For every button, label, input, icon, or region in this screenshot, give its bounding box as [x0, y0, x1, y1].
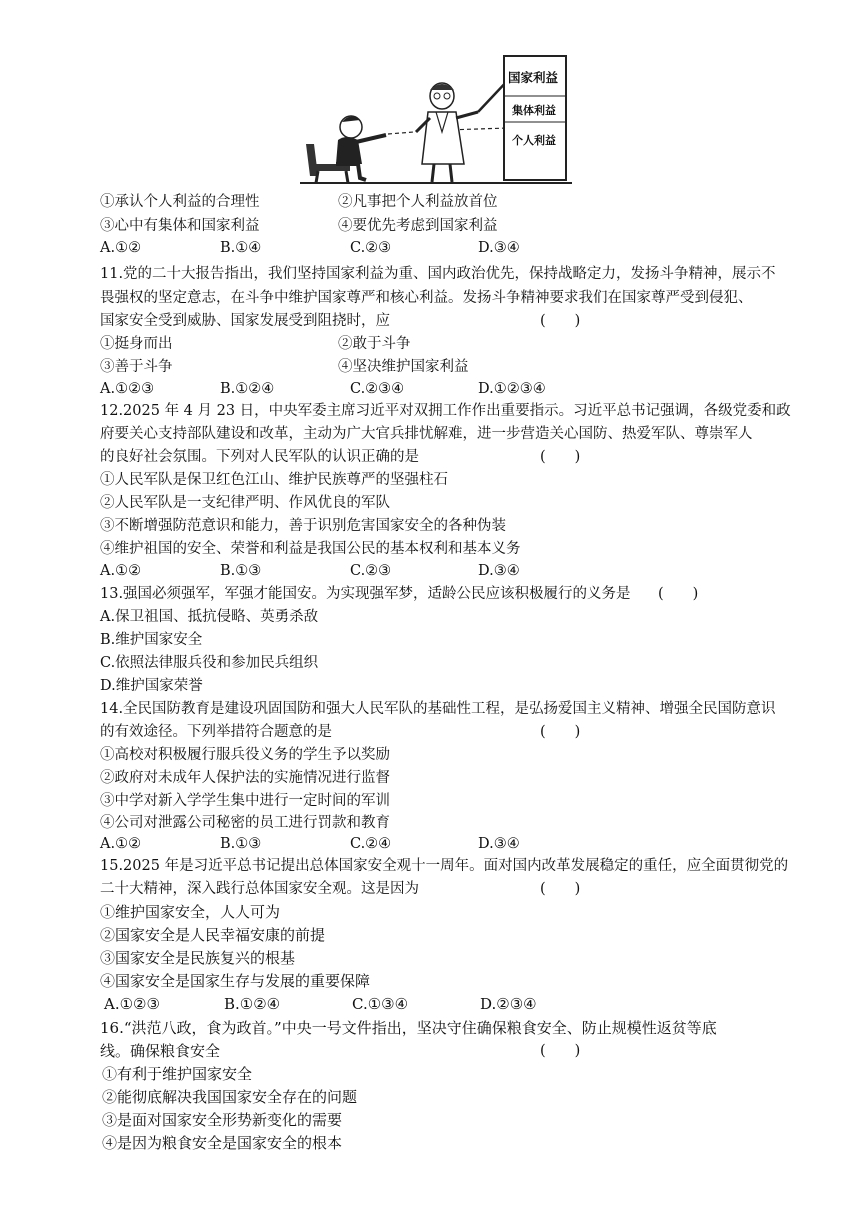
- q15-answers: [104, 994, 804, 1014]
- q12-option-3: ③不断增强防范意识和能力，善于识别危害国家安全的各种伪装: [100, 518, 506, 534]
- q14-option-3: ③中学对新入学学生集中进行一定时间的军训: [100, 793, 390, 809]
- q16-stem-line1: 16.“洪范八政，食为政首。”中央一号文件指出，坚决守住确保粮食安全、防止规模性返贫等底: [100, 1019, 717, 1037]
- q13-answer-paren: ( ): [658, 586, 699, 602]
- q15-answer-d: D.②③④: [480, 995, 537, 1013]
- q15-answer-c: C.①③④: [352, 995, 409, 1013]
- q12-answer-paren: ( ): [540, 449, 581, 465]
- q16-option-2: ②能彻底解决我国国家安全存在的问题: [102, 1088, 358, 1106]
- q10-option-3: ③心中有集体和国家利益: [100, 218, 260, 234]
- q12-option-4: ④维护祖国的安全、荣誉和利益是我国公民的基本权利和基本义务: [100, 541, 521, 557]
- q11-stem-line1: 11.党的二十大报告指出，我们坚持国家利益为重、国内政治优先，保持战略定力，发扬斗争精神，展示不: [100, 266, 776, 282]
- q12-answer-a: A.①②: [100, 563, 142, 579]
- q10-answer-c: C.②③: [350, 240, 392, 256]
- q11-answer-paren: ( ): [540, 313, 581, 329]
- q13-choice-c: C.依照法律服兵役和参加民兵组织: [100, 655, 319, 671]
- q12-stem-line1: 12.2025 年 4 月 23 日，中央军委主席习近平对双拥工作作出重要指示。习近平总书记强调，各级党委和政: [100, 403, 791, 419]
- q12-answers: [100, 561, 800, 581]
- q15-option-4: ④国家安全是国家生存与发展的重要保障: [100, 972, 371, 990]
- q12-stem-line3: 的良好社会氛围。下列对人民军队的认识正确的是: [100, 449, 419, 465]
- q12-option-1: ①人民军队是保卫红色江山、维护民族尊严的坚强柱石: [100, 472, 448, 488]
- q16-option-1: ①有利于维护国家安全: [102, 1065, 253, 1083]
- q10-option-1: ①承认个人利益的合理性: [100, 194, 260, 210]
- q16-answer-paren: ( ): [540, 1043, 581, 1059]
- q14-option-1: ①高校对积极履行服兵役义务的学生予以奖励: [100, 747, 390, 763]
- q14-answer-b: B.①③: [220, 836, 262, 852]
- q16-stem-line2: 线。确保粮食安全: [100, 1042, 221, 1060]
- q15-answer-a: A.①②③: [104, 995, 160, 1013]
- q14-answer-paren: ( ): [540, 724, 581, 740]
- q16-option-3: ③是面对国家安全形势新变化的需要: [102, 1111, 343, 1129]
- q14-option-2: ②政府对未成年人保护法的实施情况进行监督: [100, 770, 390, 786]
- q13-stem: 13.强国必须强军，军强才能国安。为实现强军梦，适龄公民应该积极履行的义务是: [100, 586, 631, 602]
- q15-answer-b: B.①②④: [224, 995, 281, 1013]
- q12-answer-c: C.②③: [350, 563, 392, 579]
- q16-option-4: ④是因为粮食安全是国家安全的根本: [102, 1134, 343, 1152]
- q15-answer-paren: ( ): [540, 881, 581, 897]
- q11-stem-line3: 国家安全受到威胁、国家发展受到阻挠时，应: [100, 313, 390, 329]
- board-label-national: 国家利益: [508, 70, 559, 85]
- board-label-collective: 集体利益: [512, 104, 556, 117]
- q15-option-1: ①维护国家安全，人人可为: [100, 903, 281, 921]
- cartoon-figure: [296, 52, 576, 188]
- q11-option-2: ②敢于斗争: [338, 336, 411, 352]
- q10-answer-b: B.①④: [220, 240, 262, 256]
- q14-answers: [100, 834, 800, 854]
- q12-stem-line2: 府要关心支持部队建设和改革，主动为广大官兵排忧解难，进一步营造关心国防、热爱军队、尊崇军人: [100, 426, 753, 442]
- q14-answer-d: D.③④: [478, 836, 520, 852]
- q15-option-3: ③国家安全是民族复兴的根基: [100, 949, 296, 967]
- q14-answer-c: C.②④: [350, 836, 392, 852]
- q15-option-2: ②国家安全是人民幸福安康的前提: [100, 926, 326, 944]
- q11-option-3: ③善于斗争: [100, 359, 173, 375]
- q11-answers: [100, 379, 800, 399]
- q10-answer-d: D.③④: [478, 240, 520, 256]
- q10-answers: [100, 238, 800, 258]
- q11-option-1: ①挺身而出: [100, 336, 173, 352]
- q13-choice-a: A.保卫祖国、抵抗侵略、英勇杀敌: [100, 609, 319, 625]
- q12-option-2: ②人民军队是一支纪律严明、作风优良的军队: [100, 495, 390, 511]
- board-label-personal: 个人利益: [512, 134, 556, 147]
- q10-option-4: ④要优先考虑到国家利益: [338, 218, 498, 234]
- q15-stem-line1: 15.2025 年是习近平总书记提出总体国家安全观十一周年。面对国内改革发展稳定的重任，应全面贯彻党的: [100, 858, 789, 874]
- q12-answer-d: D.③④: [478, 563, 520, 579]
- q15-stem-line2: 二十大精神，深入践行总体国家安全观。这是因为: [100, 881, 419, 897]
- q13-choice-b: B.维护国家安全: [100, 632, 203, 648]
- q11-stem-line2: 畏强权的坚定意志，在斗争中维护国家尊严和核心利益。发扬斗争精神要求我们在国家尊严受到侵犯、: [100, 290, 753, 306]
- q11-answer-b: B.①②④: [220, 381, 275, 397]
- q14-answer-a: A.①②: [100, 836, 142, 852]
- q14-option-4: ④公司对泄露公司秘密的员工进行罚款和教育: [100, 815, 390, 831]
- q11-answer-a: A.①②③: [100, 381, 155, 397]
- q13-choice-d: D.维护国家荣誉: [100, 678, 203, 694]
- q11-answer-c: C.②③④: [350, 381, 405, 397]
- q10-option-2: ②凡事把个人利益放首位: [338, 194, 498, 210]
- q11-answer-d: D.①②③④: [478, 381, 546, 397]
- q14-stem-line2: 的有效途径。下列举措符合题意的是: [100, 724, 332, 740]
- q10-answer-a: A.①②: [100, 240, 142, 256]
- q14-stem-line1: 14.全民国防教育是建设巩固国防和强大人民军队的基础性工程，是弘扬爱国主义精神、增强全民国防意识: [100, 701, 776, 717]
- q11-option-4: ④坚决维护国家利益: [338, 359, 469, 375]
- q12-answer-b: B.①③: [220, 563, 262, 579]
